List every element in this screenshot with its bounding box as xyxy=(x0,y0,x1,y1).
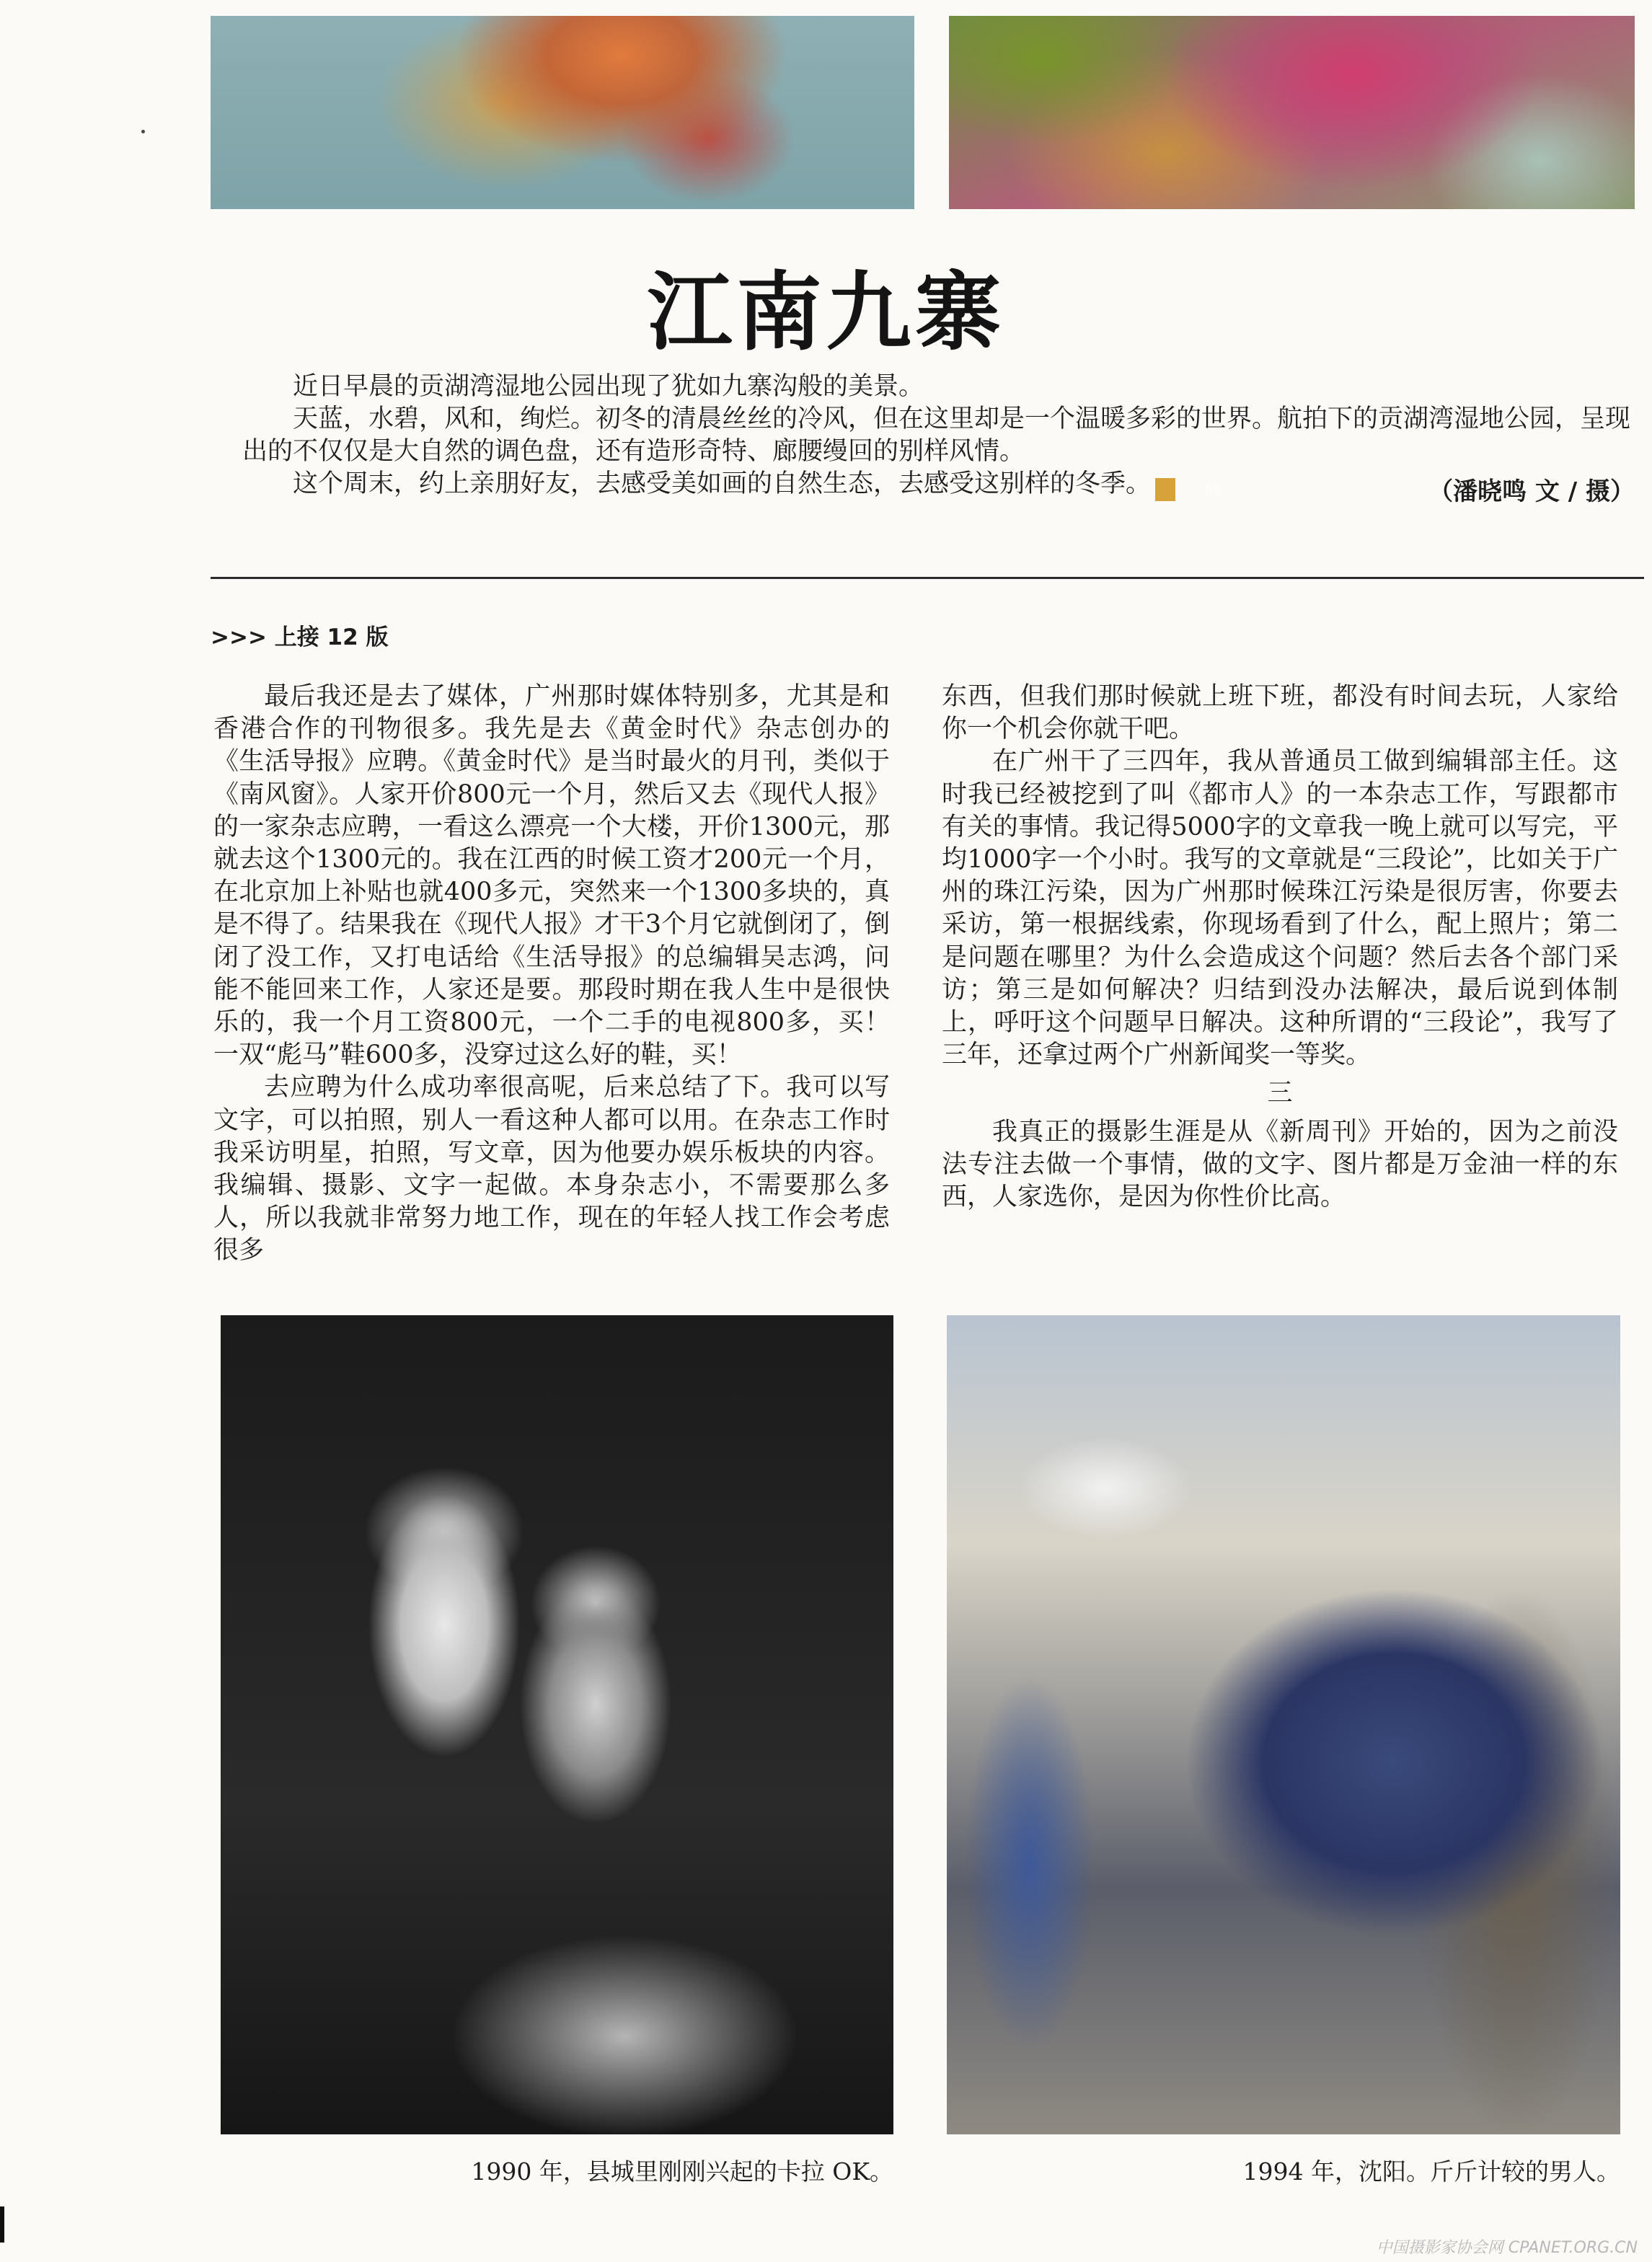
karaoke-photo xyxy=(221,1315,893,2134)
intro-paragraph-3 xyxy=(242,468,1634,501)
article-column-2 xyxy=(942,681,1618,1214)
column2-paragraph-3: 我真正的摄影生涯是从《新周刊》开始的，因为之前没法专注去做一个事情，做的文字、图片都是万金油一样的东西，人家选你，是因为你性价比高。 xyxy=(942,1117,1618,1212)
intro-paragraph-3-text: 这个周末，约上亲朋好友，去感受美如画的自然生态，去感受这别样的冬季。 xyxy=(293,469,1152,498)
feature-intro xyxy=(242,371,1634,501)
column1-paragraph-2: 去应聘为什么成功率很高呢，后来总结了下。我可以写文字，可以拍照，别人一看这种人都可以用。在杂志工作时我采访明星，拍照，写文章，因为他要办娱乐板块的内容。我编辑、摄影、文字一起做。本身杂志小，不需要那么多人，所以我就非常努力地工作，现在的年轻人找工作会考虑很多 xyxy=(213,1073,890,1265)
caption-left: 1990 年，县城里刚刚兴起的卡拉 OK。 xyxy=(471,2157,893,2186)
watermark: 中国摄影家协会网 CPANET.ORG.CN xyxy=(1376,2239,1638,2257)
column2-paragraph-2: 在广州干了三四年，我从普通员工做到编辑部主任。这时我已经被挖到了叫《都市人》的一本杂志工作，写跟都市有关的事情。我记得5000字的文章我一晚上就可以写完，平均1000字一个小时。我写的文章就是“三段论”，比如关于广州的珠江污染，因为广州那时候珠江污染是很厉害，你要去采访，第一根据线索，你现场看到了什么，配上照片；第二是问题在哪里？为什么会造成这个问题？然后去各个部门采访；第三是如何解决？归结到没办法解决，最后说到体制上，呼吁这个问题早日解决。这种所谓的“三段论”，我写了三年，还拿过两个广州新闻奖一等奖。 xyxy=(942,747,1618,1070)
caption-right: 1994 年，沈阳。斤斤计较的男人。 xyxy=(1242,2157,1620,2186)
shenyang-photo xyxy=(947,1315,1620,2134)
continued-label: >>> 上接 12 版 xyxy=(211,624,389,650)
aerial-photo-left xyxy=(211,16,914,209)
column1-paragraph-1: 最后我还是去了媒体，广州那时媒体特别多，尤其是和香港合作的刊物很多。我先是去《黄金时代》杂志创办的《生活导报》应聘。《黄金时代》是当时最火的月刊，类似于《南风窗》。人家开价800元一个月，然后又去《现代人报》的一家杂志应聘，一看这么漂亮一个大楼，开价1300元，那就去这个1300元的。我在江西的时候工资才200元一个月，在北京加上补贴也就400多元，突然来一个1300多块的，真是不得了。结果我在《现代人报》才干3个月它就倒闭了，倒闭了没工作，又打电话给《生活导报》的总编辑吴志鸿，问能不能回来工作，人家还是要。那段时期在我人生中是很快乐的，我一个月工资800元，一个二手的电视800多，买！一双“彪马”鞋600多，没穿过这么好的鞋，买！ xyxy=(213,682,890,1070)
intro-paragraph-1: 近日早晨的贡湖湾湿地公园出现了犹如九寨沟般的美景。 xyxy=(293,372,924,401)
section-number: 三 xyxy=(1267,1079,1293,1108)
feature-credit: （潘晓鸣 文 / 摄） xyxy=(1428,477,1635,506)
section-divider xyxy=(211,577,1644,579)
margin-mark xyxy=(0,2206,4,2243)
end-badge-icon: 映 xyxy=(1155,478,1175,501)
aerial-photo-right xyxy=(949,16,1635,209)
scan-speck xyxy=(141,130,145,133)
column2-lead: 东西，但我们那时候就上班下班，都没有时间去玩，人家给你一个机会你就干吧。 xyxy=(942,682,1618,744)
article-column-1 xyxy=(213,681,890,1268)
feature-headline: 江南九寨 xyxy=(647,262,1005,362)
intro-paragraph-2: 天蓝，水碧，风和，绚烂。初冬的清晨丝丝的冷风，但在这里却是一个温暖多彩的世界。航拍下的贡湖湾湿地公园，呈现出的不仅仅是大自然的调色盘，还有造形奇特、廊腰缦回的别样风情。 xyxy=(242,405,1631,466)
